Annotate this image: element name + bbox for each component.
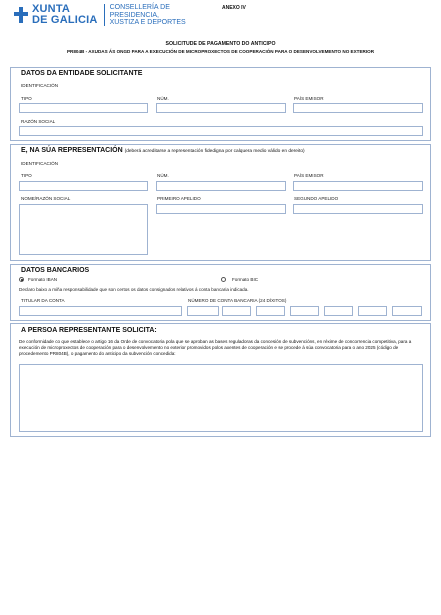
rep-number-label: NÚM. <box>157 173 169 178</box>
entity-country-field[interactable] <box>293 103 423 113</box>
bic-format-label: Formato BIC <box>232 277 259 282</box>
entity-section <box>10 67 431 141</box>
form-title: SOLICITUDE DE PAGAMENTO DO ANTICIPO <box>165 41 276 47</box>
company-name-label: RAZÓN SOCIAL <box>21 119 56 124</box>
request-details-field[interactable] <box>19 364 423 432</box>
iban-block-5[interactable] <box>358 306 387 316</box>
representation-section <box>10 144 431 261</box>
logo-text <box>32 4 98 26</box>
department-name <box>110 4 186 27</box>
logo-line-1: XUNTA <box>32 3 71 16</box>
request-section <box>10 323 431 437</box>
rep-country-label: PAÍS EMISOR <box>294 173 324 178</box>
logo-line-2: DE GALICIA <box>32 14 98 27</box>
entity-number-field[interactable] <box>156 103 286 113</box>
rep-name-field[interactable] <box>19 204 148 255</box>
account-holder-field[interactable] <box>19 306 182 316</box>
bic-format-radio[interactable] <box>221 277 226 282</box>
company-name-field[interactable] <box>19 126 423 136</box>
rep-identification-label: IDENTIFICACIÓN <box>21 161 59 166</box>
request-text: De conformidade co que establece o artigo 16 da Orde de convocatoria pola que se aproban as bases reguladoras da concesión de subvencións, en réxime de concorrencia competitiva, para a execución de microproxectos de cooperación para o desenvolvemento no exterior promovidos polos axentes de cooperación e se procede á súa convocatoria para o ano 2025 (código de procedemento PR804B), o pagamento do anticipo da subvención concedida: <box>19 339 412 357</box>
form-subtitle: PR804B - AXUDAS ÁS ONGD PARA A EXECUCIÓN DE MICROPROXECTOS DE COOPERACIÓN PARA O DESENVOLVEMENTO NO EXTERIOR <box>66 49 375 54</box>
request-section-title: A PERSOA REPRESENTANTE SOLICITA: <box>21 327 157 334</box>
account-number-label: NÚMERO DE CONTA BANCARIA (24 DÍXITOS) <box>188 298 287 303</box>
xunta-logo <box>14 4 186 27</box>
second-surname-field[interactable] <box>293 204 423 214</box>
logo-divider <box>104 4 105 26</box>
iban-format-label: Formato IBAN <box>28 277 58 282</box>
entity-section-title: DATOS DA ENTIDADE SOLICITANTE <box>21 70 143 77</box>
annex-label: ANEXO IV <box>222 5 246 11</box>
bank-section-title: DATOS BANCARIOS <box>21 267 90 274</box>
rep-type-label: TIPO <box>21 173 32 178</box>
iban-block-3[interactable] <box>290 306 319 316</box>
number-label: NÚM. <box>157 96 169 101</box>
iban-block-1[interactable] <box>222 306 251 316</box>
representation-note: (deberá acreditarse a representación fidedigna por calquera medio válido en dereito) <box>124 149 305 154</box>
iban-block-4[interactable] <box>324 306 353 316</box>
second-surname-label: SEGUNDO APELIDO <box>294 196 339 201</box>
iban-format-radio[interactable] <box>19 277 24 282</box>
first-surname-field[interactable] <box>156 204 286 214</box>
account-holder-label: TITULAR DA CONTA <box>21 298 65 303</box>
first-surname-label: PRIMEIRO APELIDO <box>157 196 201 201</box>
bank-statement: Declaro baixo a miña responsabilidade que son certos os datos consignados relativos á conta bancaria indicada. <box>19 287 249 292</box>
iban-block-6[interactable] <box>392 306 422 316</box>
dept-line-1: CONSELLERÍA DE <box>109 4 170 11</box>
rep-type-field[interactable] <box>19 181 148 191</box>
rep-country-field[interactable] <box>293 181 423 191</box>
iban-block-2[interactable] <box>256 306 285 316</box>
xunta-cross-icon <box>14 6 28 24</box>
rep-number-field[interactable] <box>156 181 286 191</box>
dept-line-2: PRESIDENCIA, <box>109 11 159 19</box>
entity-type-field[interactable] <box>19 103 148 113</box>
rep-name-label: NOME/RAZÓN SOCIAL <box>21 196 71 201</box>
identification-label: IDENTIFICACIÓN <box>21 83 59 88</box>
representation-section-title <box>21 147 305 154</box>
bank-section <box>10 264 431 321</box>
country-label: PAÍS EMISOR <box>294 96 324 101</box>
type-label: TIPO <box>21 96 32 101</box>
representation-title-text: E, NA SÚA REPRESENTACIÓN <box>21 147 123 154</box>
iban-country-field[interactable] <box>187 306 219 316</box>
dept-line-3: XUSTIZA E DEPORTES <box>109 19 186 26</box>
